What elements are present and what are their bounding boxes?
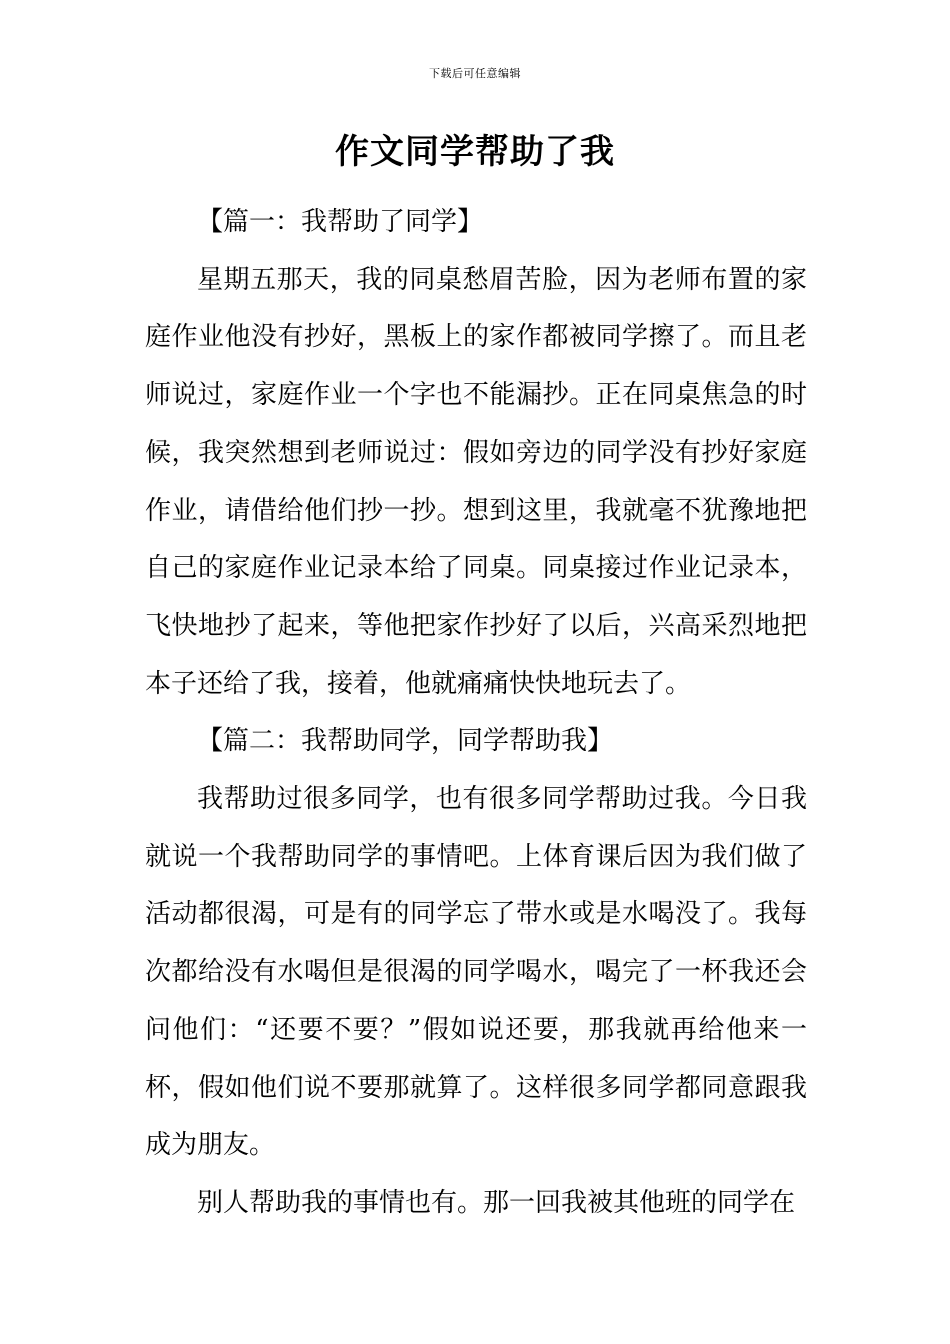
section-heading: 【篇一：我帮助了同学】	[197, 207, 484, 237]
paragraph: 星期五那天，我的同桌愁眉苦脸，因为老师布置的家庭作业他没有抄好，黑板上的家作都被同学擦了。而且老师说过，家庭作业一个字也不能漏抄。正在同桌焦急的时候，我突然想到老师说过：假如旁边的同学没有抄好家庭作业，请借给他们抄一抄。想到这里，我就毫不犹豫地把自己的家庭作业记录本给了同桌。同桌接过作业记录本，飞快地抄了起来，等他把家作抄好了以后，兴高采烈地把本子还给了我，接着，他就痛痛快快地玩去了。	[145, 264, 807, 699]
document-body	[145, 194, 807, 1233]
paragraph: 别人帮助我的事情也有。那一回我被其他班的同学在	[197, 1187, 796, 1218]
section-heading: 【篇二：我帮助同学，同学帮助我】	[197, 726, 614, 757]
paragraph: 我帮助过很多同学，也有很多同学帮助过我。今日我就说一个我帮助同学的事情吧。上体育课后因为我们做了活动都很渴，可是有的同学忘了带水或是水喝没了。我每次都给没有水喝但是很渴的同学喝水，喝完了一杯我还会问他们：“还要不要？”假如说还要，那我就再给他来一杯，假如他们说不要那就算了。这样很多同学都同意跟我成为朋友。	[145, 784, 807, 1161]
header-note: 下载后可任意编辑	[429, 67, 521, 80]
document-title: 作文同学帮助了我	[335, 132, 615, 172]
